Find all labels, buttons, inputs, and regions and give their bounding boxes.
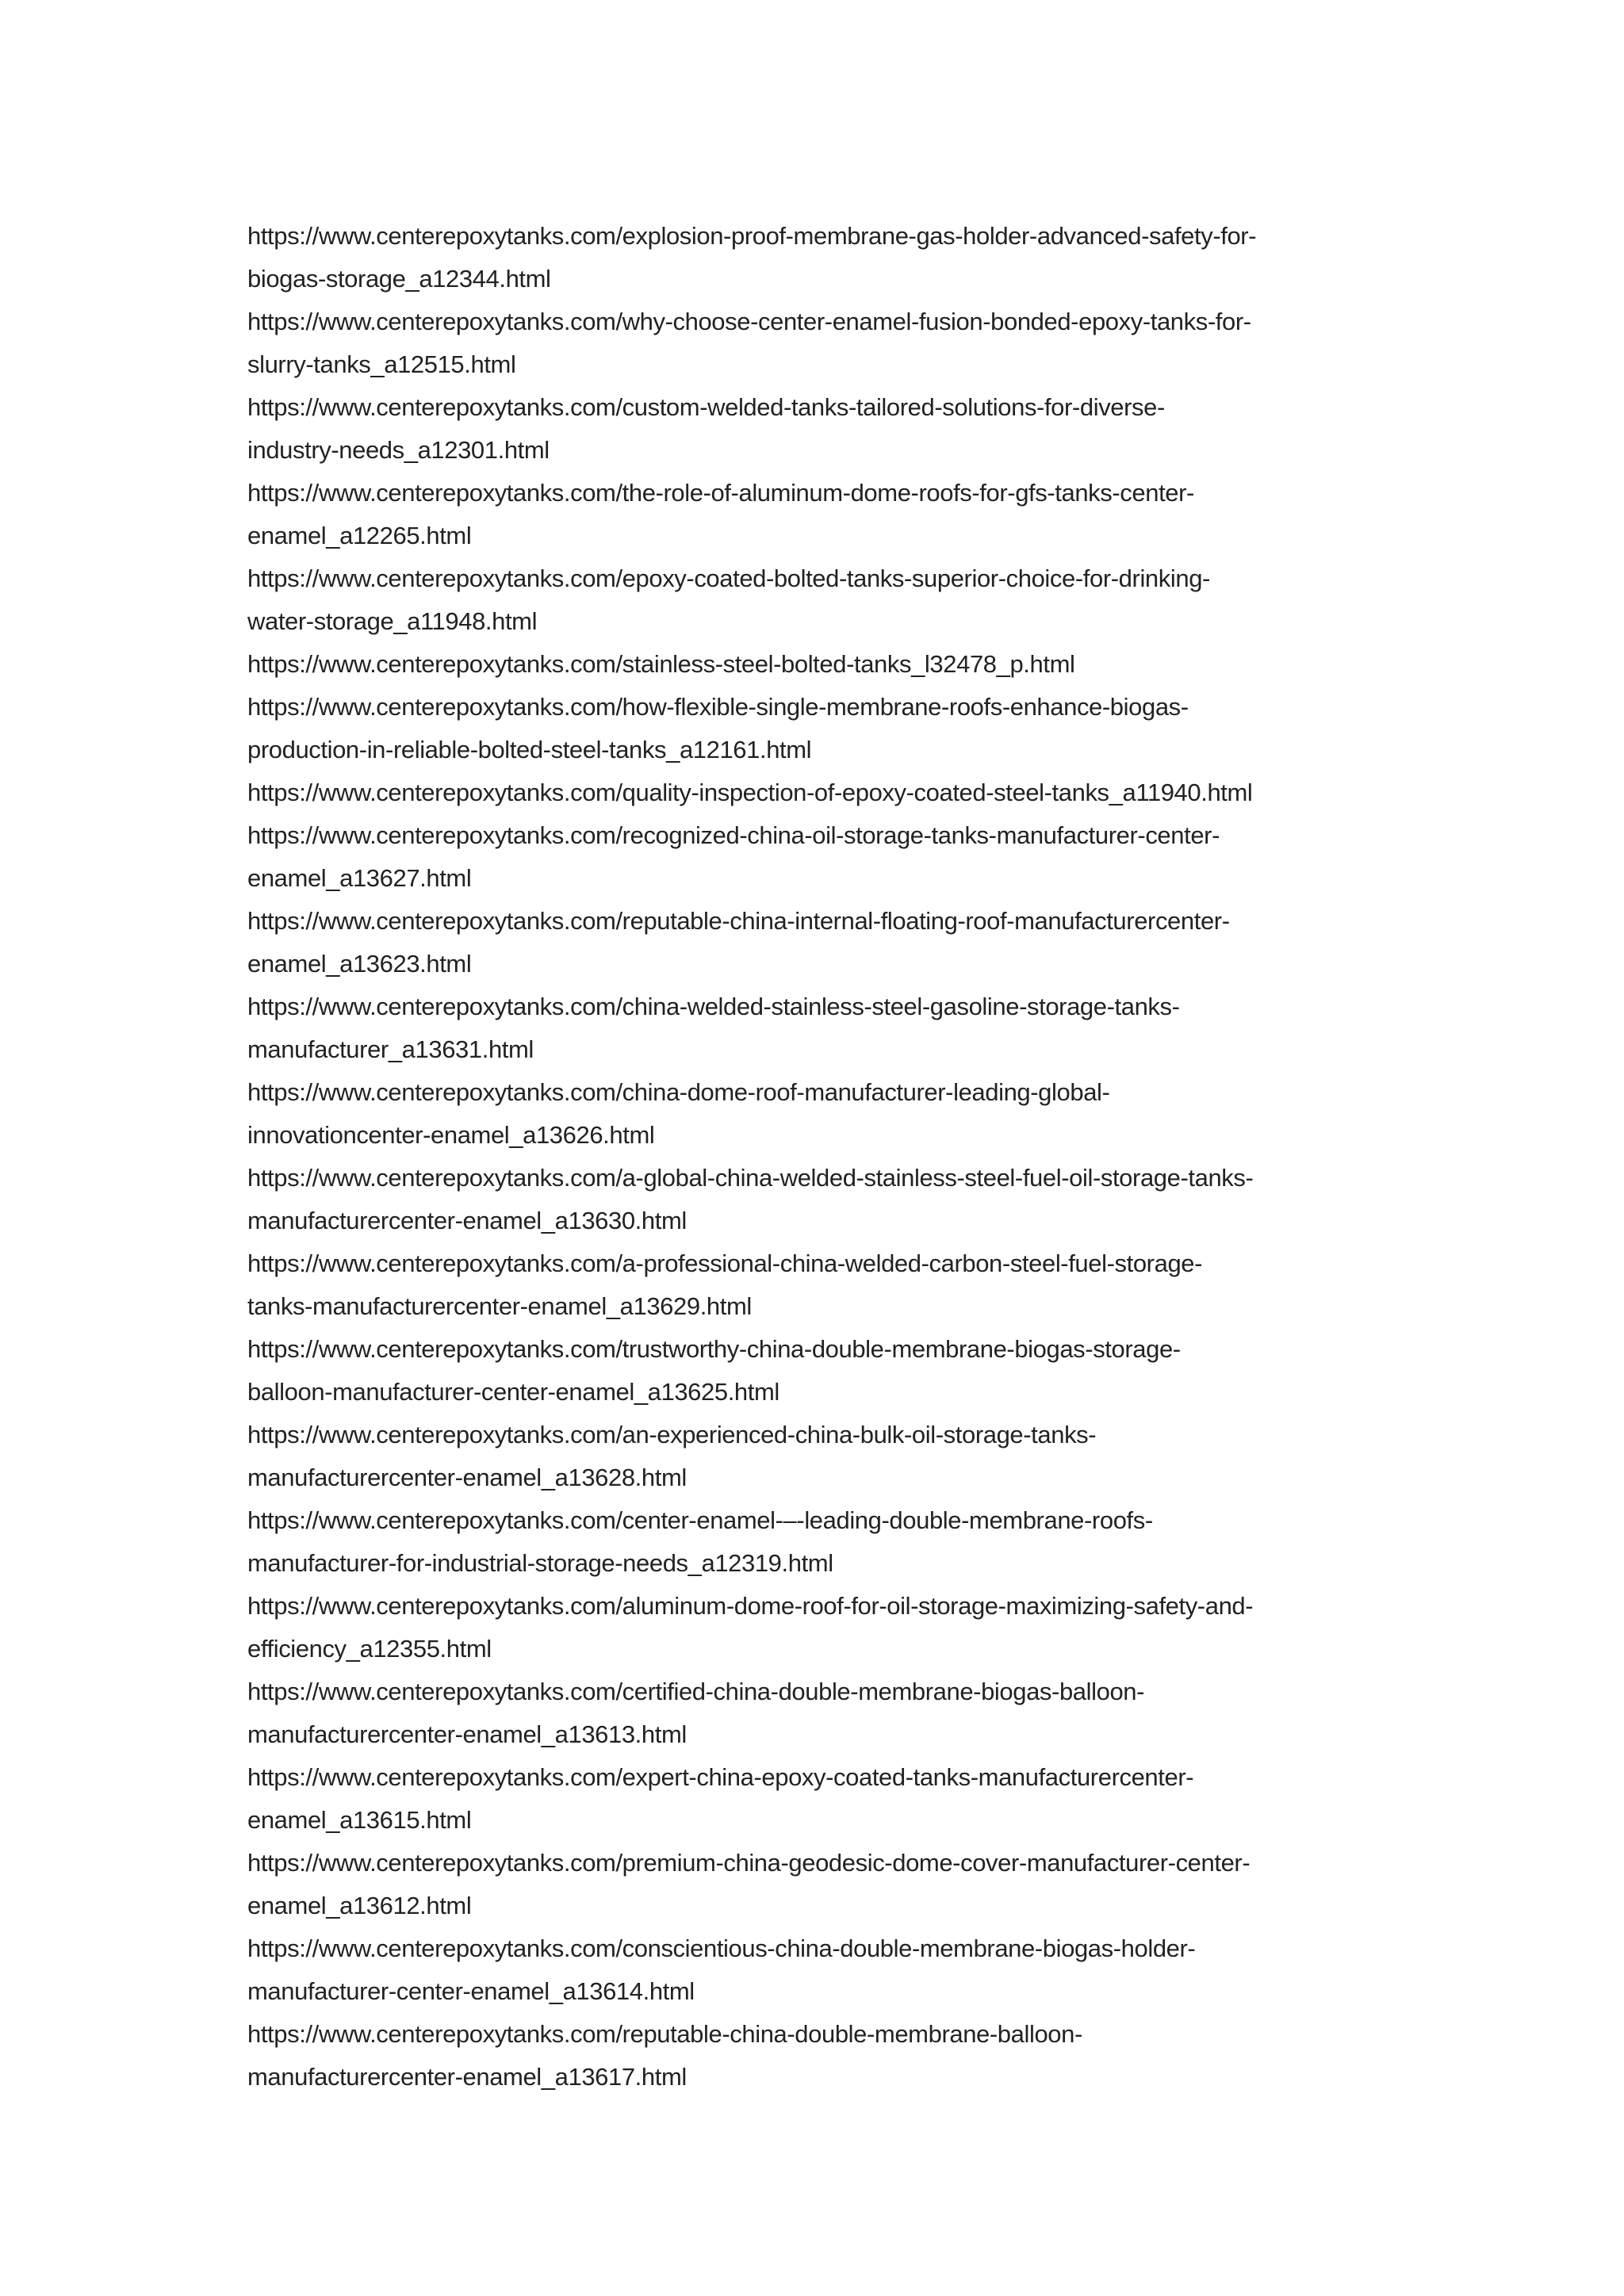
url-line: https://www.centerepoxytanks.com/conscientious-china-double-membrane-biogas-holder-: [247, 1934, 1196, 1962]
url-line: manufacturer-for-industrial-storage-needs_a12319.html: [247, 1549, 833, 1577]
url-line: balloon-manufacturer-center-enamel_a13625.html: [247, 1378, 779, 1406]
url-line: https://www.centerepoxytanks.com/epoxy-coated-bolted-tanks-superior-choice-for-drinking-: [247, 564, 1210, 592]
url-line: enamel_a13623.html: [247, 950, 472, 978]
url-line: https://www.centerepoxytanks.com/aluminum-dome-roof-for-oil-storage-maximizing-safety-and-: [247, 1592, 1254, 1620]
url-line: https://www.centerepoxytanks.com/why-choose-center-enamel-fusion-bonded-epoxy-tanks-for-: [247, 308, 1251, 335]
url-line: https://www.centerepoxytanks.com/reputable-china-internal-floating-roof-manufacturercenter-: [247, 907, 1230, 935]
url-line: https://www.centerepoxytanks.com/how-flexible-single-membrane-roofs-enhance-biogas-: [247, 693, 1189, 721]
url-line: https://www.centerepoxytanks.com/quality-inspection-of-epoxy-coated-steel-tanks_a11940.html: [247, 779, 1253, 806]
url-line: https://www.centerepoxytanks.com/a-professional-china-welded-carbon-steel-fuel-storage-: [247, 1249, 1203, 1277]
url-line: tanks-manufacturercenter-enamel_a13629.html: [247, 1292, 752, 1320]
url-line: biogas-storage_a12344.html: [247, 265, 551, 293]
url-line: https://www.centerepoxytanks.com/an-experienced-china-bulk-oil-storage-tanks-: [247, 1421, 1097, 1448]
url-line: slurry-tanks_a12515.html: [247, 350, 516, 378]
url-line: https://www.centerepoxytanks.com/expert-china-epoxy-coated-tanks-manufacturercenter-: [247, 1763, 1194, 1791]
url-line: manufacturer-center-enamel_a13614.html: [247, 1977, 695, 2005]
url-line: https://www.centerepoxytanks.com/explosion-proof-membrane-gas-holder-advanced-safety-for-: [247, 222, 1257, 250]
url-line: https://www.centerepoxytanks.com/certified-china-double-membrane-biogas-balloon-: [247, 1678, 1145, 1705]
url-line: https://www.centerepoxytanks.com/a-global-china-welded-stainless-steel-fuel-oil-storage-tanks-: [247, 1164, 1254, 1192]
url-list: [247, 215, 1389, 2099]
url-line: enamel_a13612.html: [247, 1892, 472, 1919]
url-line: enamel_a12265.html: [247, 522, 472, 549]
url-line: production-in-reliable-bolted-steel-tanks_a12161.html: [247, 736, 812, 763]
url-line: https://www.centerepoxytanks.com/the-role-of-aluminum-dome-roofs-for-gfs-tanks-center-: [247, 479, 1194, 507]
url-line: https://www.centerepoxytanks.com/china-welded-stainless-steel-gasoline-storage-tanks-: [247, 993, 1180, 1020]
url-line: https://www.centerepoxytanks.com/reputable-china-double-membrane-balloon-: [247, 2020, 1082, 2048]
url-line: manufacturercenter-enamel_a13617.html: [247, 2063, 687, 2091]
url-line: https://www.centerepoxytanks.com/china-dome-roof-manufacturer-leading-global-: [247, 1078, 1110, 1106]
url-line: manufacturercenter-enamel_a13613.html: [247, 1720, 687, 1748]
url-line: https://www.centerepoxytanks.com/trustworthy-china-double-membrane-biogas-storage-: [247, 1335, 1181, 1363]
url-line: https://www.centerepoxytanks.com/premium-china-geodesic-dome-cover-manufacturer-center-: [247, 1849, 1251, 1877]
url-line: industry-needs_a12301.html: [247, 436, 550, 464]
url-line: enamel_a13615.html: [247, 1806, 472, 1834]
url-line: https://www.centerepoxytanks.com/center-enamel-–-leading-double-membrane-roofs-: [247, 1506, 1153, 1534]
url-line: innovationcenter-enamel_a13626.html: [247, 1121, 655, 1149]
url-line: https://www.centerepoxytanks.com/stainless-steel-bolted-tanks_l32478_p.html: [247, 650, 1075, 678]
url-line: https://www.centerepoxytanks.com/recognized-china-oil-storage-tanks-manufacturer-center-: [247, 821, 1220, 849]
url-line: manufacturercenter-enamel_a13630.html: [247, 1207, 687, 1234]
url-line: manufacturercenter-enamel_a13628.html: [247, 1464, 687, 1491]
url-line: enamel_a13627.html: [247, 864, 472, 892]
url-line: https://www.centerepoxytanks.com/custom-welded-tanks-tailored-solutions-for-diverse-: [247, 393, 1165, 421]
url-line: water-storage_a11948.html: [247, 607, 538, 635]
url-line: manufacturer_a13631.html: [247, 1035, 534, 1063]
url-line: efficiency_a12355.html: [247, 1635, 492, 1663]
